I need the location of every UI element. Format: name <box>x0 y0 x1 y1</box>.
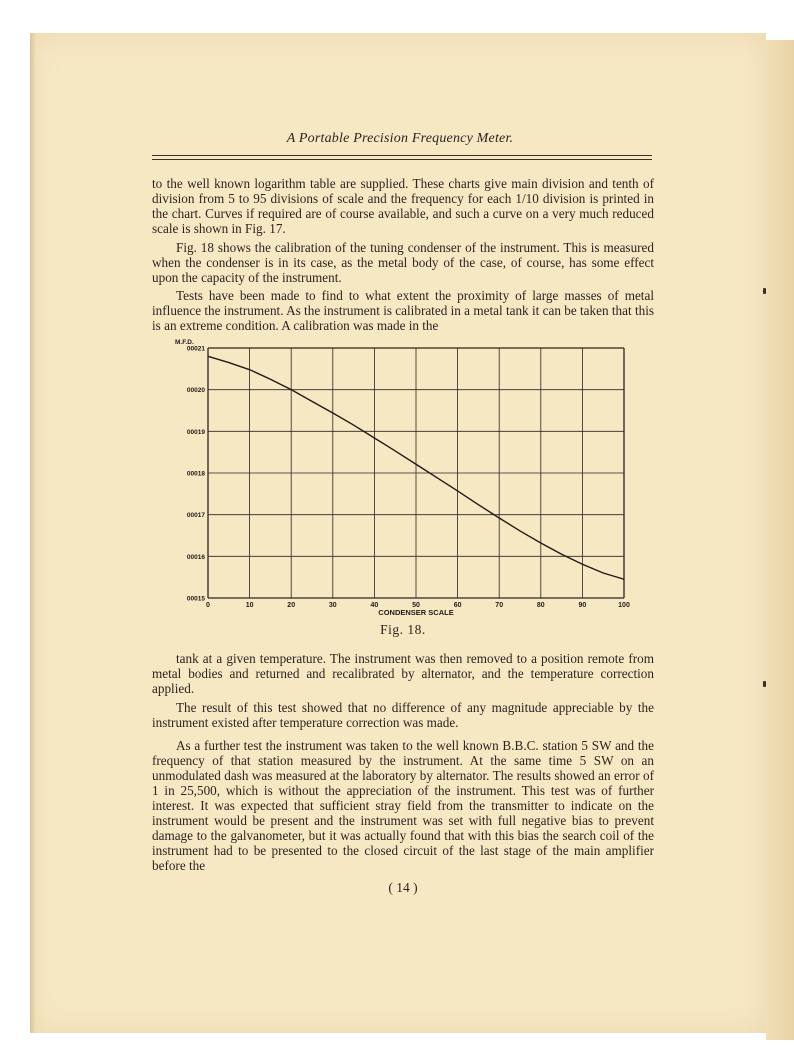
header-rule-thin <box>152 159 652 160</box>
y-tick-label: 00018 <box>186 470 205 478</box>
x-tick-label: 80 <box>536 602 545 609</box>
y-tick-label: 00017 <box>186 512 205 520</box>
x-tick-label: 70 <box>495 602 504 609</box>
x-tick-label: 90 <box>578 602 587 609</box>
x-tick-label: 40 <box>370 602 379 609</box>
y-tick-label: 00016 <box>186 553 205 561</box>
paragraph-6: As a further test the instrument was taken to the well known B.B.C. station 5 SW and the frequency of that station measured by the instrument. At the same time 5 SW on an unmodulated dash was measured at the laboratory by alternator. The results showed an error of 1 in 25,500, which is without the appreciation of the instrument. This test was of further interest. It was expected that sufficient stray field from the transmitter to indicate on the instrument would be present and the instrument was set with full negative bias to prevent damage to the galvanometer, but it was actually found that with this bias the search coil of the instrument had to be presented to the closed circuit of the last stage of the main amplifier before the <box>152 738 654 873</box>
next-page-edge <box>766 40 794 1040</box>
y-axis-label: M.F.D. <box>175 339 194 346</box>
paragraph-3: Tests have been made to find to what extent the proximity of large masses of metal influence the instrument. As the instrument is calibrated in a metal tank it can be taken that this is an extreme condition. A calibration was made in the <box>152 288 654 333</box>
y-tick-label: 00020 <box>186 387 205 395</box>
chart-tick-labels <box>187 346 630 610</box>
calibration-figure <box>158 333 638 623</box>
x-tick-label: 100 <box>618 602 630 609</box>
paragraph-5: The result of this test showed that no difference of any magnitude appreciable by the instrument existed after temperature correction was made. <box>152 700 654 730</box>
x-tick-label: 60 <box>453 602 462 609</box>
margin-mark <box>763 681 766 687</box>
paragraph-4: tank at a given temperature. The instrument was then removed to a position remote from metal bodies and returned and recalibrated by alternator, and the temperature correction applied. <box>152 651 654 696</box>
paragraph-2: Fig. 18 shows the calibration of the tuning condenser of the instrument. This is measured when the condenser is in its case, as the metal body of the case, of course, has some effect upon the capacity of the instrument. <box>152 240 654 285</box>
y-tick-label: 00015 <box>186 595 205 603</box>
page-number: ( 14 ) <box>388 880 418 895</box>
header-rule <box>152 155 652 156</box>
x-tick-label: 30 <box>328 602 337 609</box>
chart-grid <box>208 348 624 598</box>
paragraph-1: to the well known logarithm table are supplied. These charts give main division and tenth of division from 5 to 95 divisions of scale and the frequency for each 1/10 division is printed in the chart. Curves if required are of course available, and such a curve on a very much reduced scale is shown in Fig. 17. <box>152 176 654 236</box>
calibration-chart <box>158 333 638 623</box>
x-tick-label: 20 <box>287 602 296 609</box>
x-tick-label: 50 <box>412 602 420 609</box>
binding-shadow <box>30 33 36 1033</box>
x-axis-label: CONDENSER SCALE <box>378 608 454 617</box>
x-tick-label: 10 <box>245 602 254 609</box>
margin-mark <box>763 288 766 294</box>
x-tick-label: 0 <box>206 602 210 609</box>
running-header: A Portable Precision Frequency Meter. <box>286 131 514 146</box>
figure-caption: Fig. 18. <box>380 622 426 637</box>
y-tick-label: 00019 <box>186 428 205 436</box>
y-tick-label: 00021 <box>186 345 205 353</box>
